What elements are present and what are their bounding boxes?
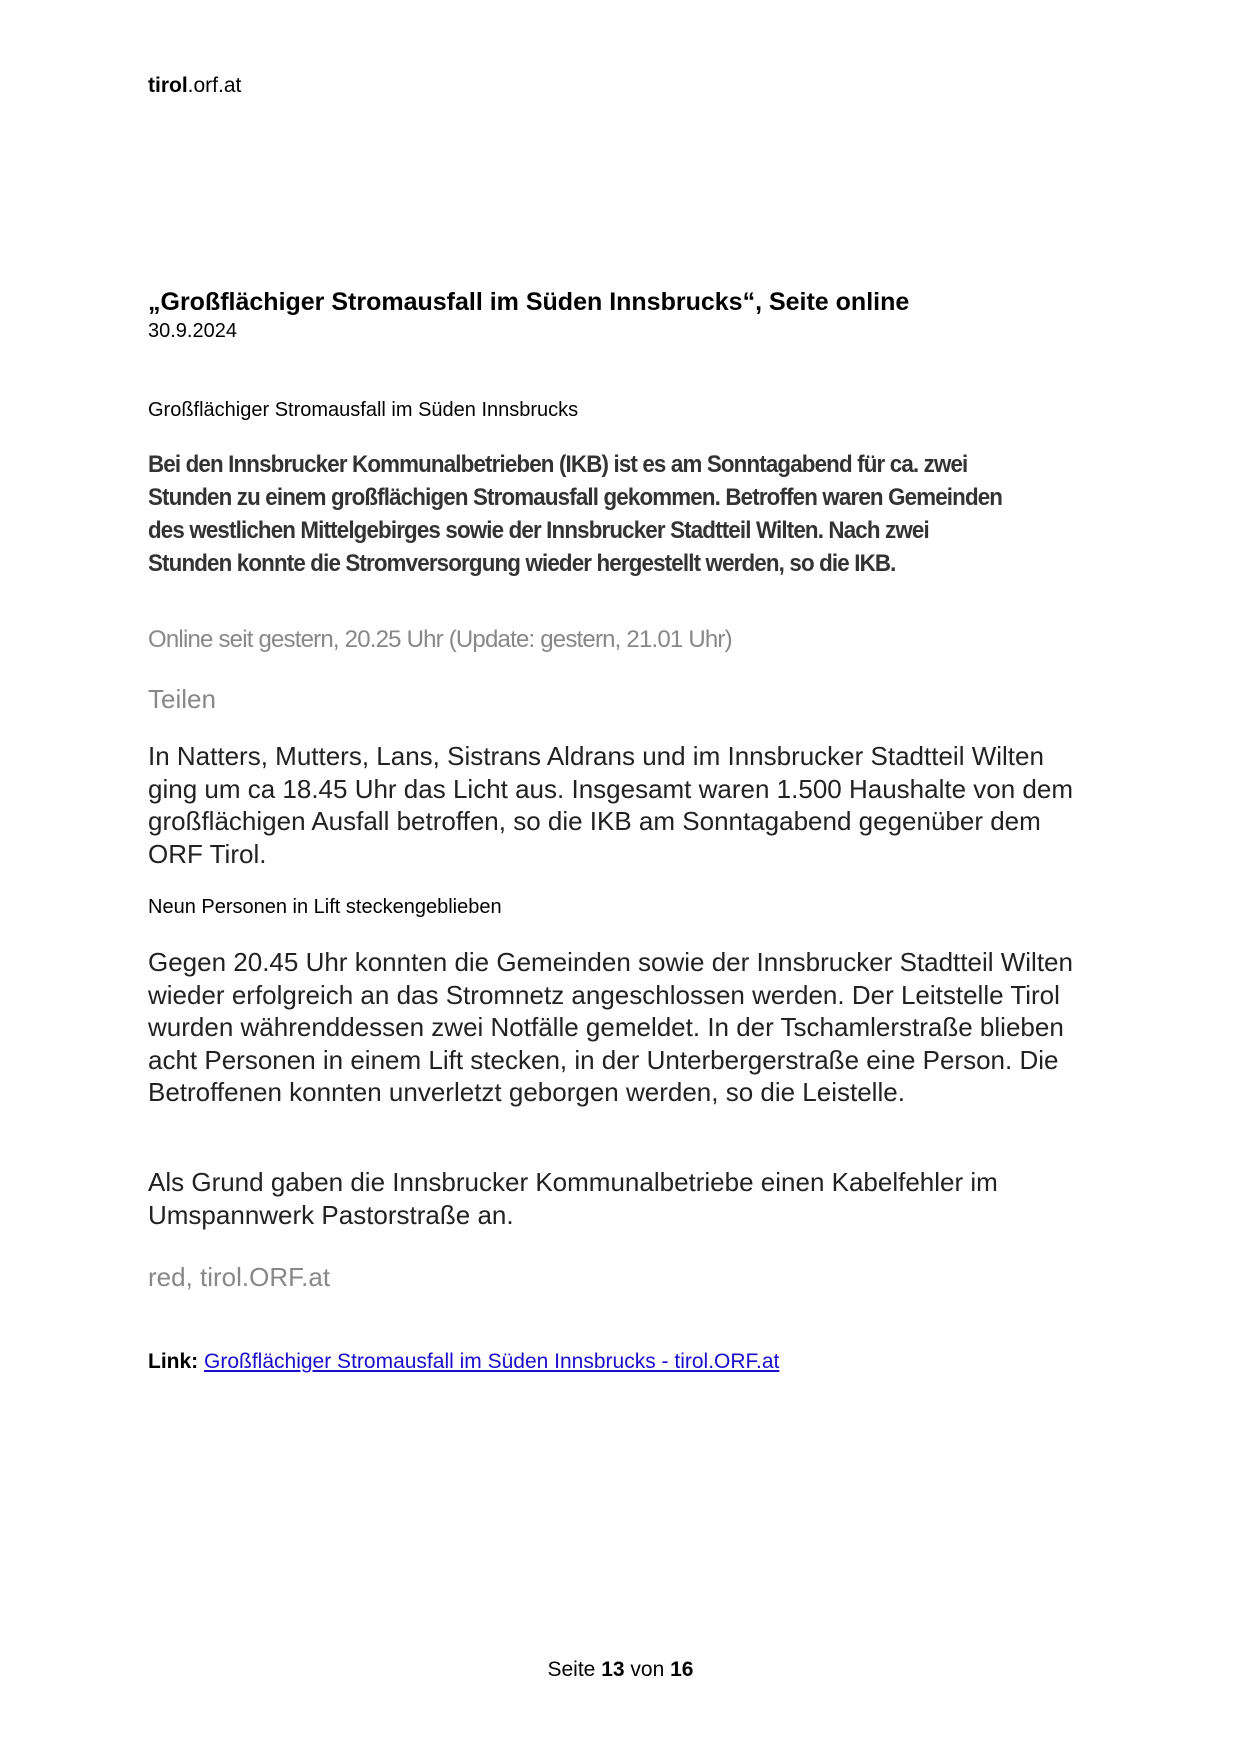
link-label: Link:	[148, 1350, 199, 1373]
page-number: 13	[601, 1658, 625, 1681]
page-total: 16	[670, 1658, 694, 1681]
article-credit: red, tirol.ORF.at	[148, 1262, 331, 1292]
footer-middle: von	[630, 1658, 665, 1681]
footer-prefix: Seite	[547, 1658, 596, 1681]
article-paragraph: In Natters, Mutters, Lans, Sistrans Aldrans und im Innsbrucker Stadtteil Wilten ging um ca 18.45 Uhr das Licht aus. Insgesamt waren 1.500 Haushalte von dem großflächigen Ausfall betroffen, so die IKB am Sonntagabend gegenüber dem ORF Tirol.	[148, 741, 1073, 869]
article-paragraph: Als Grund gaben die Innsbrucker Kommunalbetriebe einen Kabelfehler im Umspannwerk Pastorstraße an.	[148, 1167, 998, 1230]
source-link-line	[148, 1350, 779, 1374]
share-button[interactable]: Teilen	[148, 684, 216, 714]
article-lede: Bei den Innsbrucker Kommunalbetrieben (IKB) ist es am Sonntagabend für ca. zwei Stunden zu einem großflächigen Stromausfall gekommen. Betroffen waren Gemeinden des westlichen Mittelgebirges sowie der Innsbrucker Stadtteil Wilten. Nach zwei Stunden konnte die Stromversorgung wieder hergestellt werden, so die IKB.	[148, 451, 1003, 577]
site-name-rest: .orf.at	[187, 74, 242, 97]
article-subheading: Neun Personen in Lift steckengeblieben	[148, 896, 502, 918]
article-subtitle: Großflächiger Stromausfall im Süden Innsbrucks	[148, 399, 579, 421]
site-name-bold: tirol	[148, 74, 188, 97]
site-name	[148, 74, 241, 98]
page-title: „Großflächiger Stromausfall im Süden Innsbrucks“, Seite online	[148, 288, 910, 316]
page-footer	[0, 1658, 1241, 1682]
online-info: Online seit gestern, 20.25 Uhr (Update: gestern, 21.01 Uhr)	[148, 626, 732, 653]
article-date: 30.9.2024	[148, 320, 237, 342]
source-link[interactable]: Großflächiger Stromausfall im Süden Innsbrucks - tirol.ORF.at	[204, 1350, 780, 1373]
article-paragraph: Gegen 20.45 Uhr konnten die Gemeinden sowie der Innsbrucker Stadtteil Wilten wieder erfolgreich an das Stromnetz angeschlossen werden. Der Leitstelle Tirol wurden währenddessen zwei Notfälle gemeldet. In der Tschamlerstraße blieben acht Personen in einem Lift stecken, in der Unterbergerstraße eine Person. Die Betroffenen konnten unverletzt geborgen werden, so die Leistelle.	[148, 947, 1073, 1107]
